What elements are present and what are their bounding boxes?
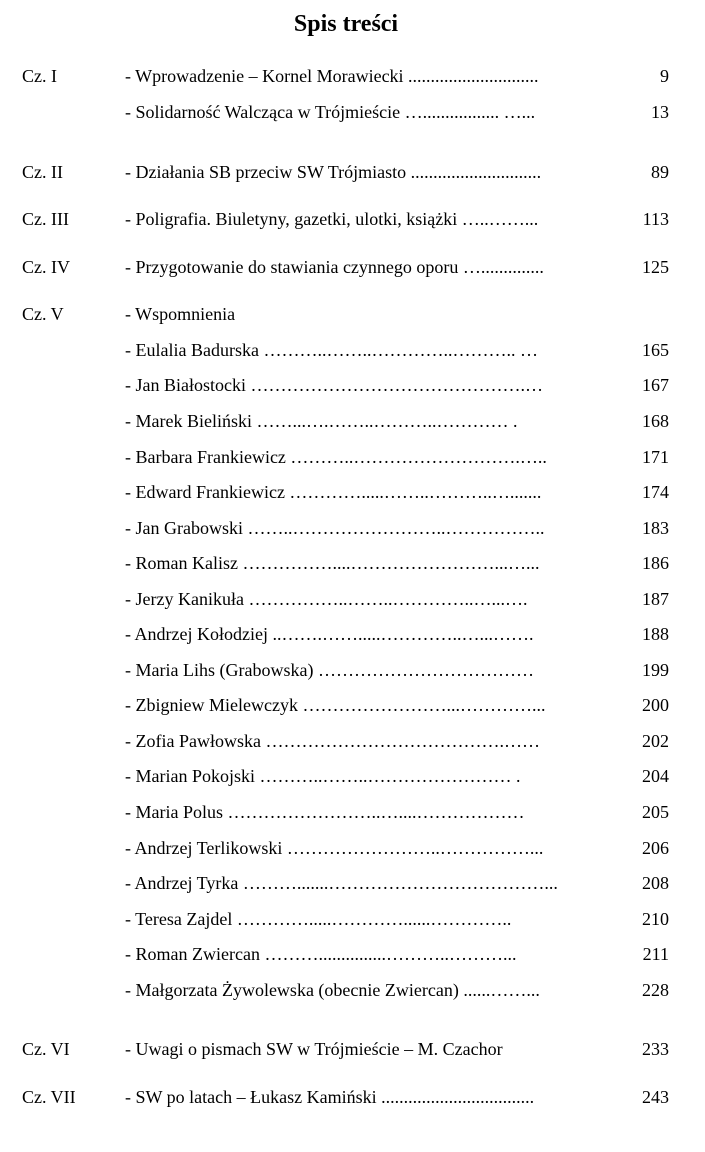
- entry-text: - SW po latach – Łukasz Kamiński ..................................: [125, 1087, 535, 1107]
- toc-row: [0, 338, 705, 362]
- page-number: 171: [642, 447, 669, 467]
- entry-text: - Poligrafia. Biuletyny, gazetki, ulotki, książki …..……...: [125, 209, 539, 229]
- entry-text: - Wprowadzenie – Kornel Morawiecki .............................: [125, 66, 539, 86]
- toc-row: [0, 871, 705, 895]
- toc-row: [0, 693, 705, 717]
- page-number: 187: [642, 589, 669, 609]
- entry-text: - Jan Białostocki ……………………………………….…: [125, 375, 543, 395]
- part-label: Cz. II: [22, 162, 63, 182]
- toc-row: [0, 800, 705, 824]
- toc-row: [0, 978, 705, 1002]
- page-number: 204: [642, 766, 669, 786]
- part-label: Cz. IV: [22, 257, 70, 277]
- page-number: 200: [642, 695, 669, 715]
- page-number: 228: [642, 980, 669, 1000]
- toc-row: [0, 64, 705, 88]
- entry-text: - Małgorzata Żywolewska (obecnie Zwiercan) ......……...: [125, 980, 540, 1000]
- entry-text: - Zbigniew Mielewczyk ……………………...…………...: [125, 695, 546, 715]
- entry-text: - Andrzej Terlikowski ……………………..……………...: [125, 838, 544, 858]
- entry-text: - Andrzej Tyrka ……….......………………………………...: [125, 873, 558, 893]
- page-number: 211: [642, 944, 669, 964]
- entry-text: - Wspomnienia: [125, 304, 236, 324]
- page-number: 89: [651, 162, 669, 182]
- entry-text: - Edward Frankiewicz ………….....……..………..….......: [125, 482, 542, 502]
- toc-row: [0, 658, 705, 682]
- part-label: Cz. I: [22, 66, 57, 86]
- toc-row: [0, 100, 705, 124]
- entry-text: - Przygotowanie do stawiania czynnego oporu …..............: [125, 257, 544, 277]
- entry-text: - Andrzej Kołodziej ..…….…….....…………..…...…….: [125, 624, 534, 644]
- toc-row: [0, 942, 705, 966]
- entry-text: - Marek Bieliński ……...….……..………..………… .: [125, 411, 518, 431]
- toc-row: [0, 160, 705, 184]
- toc-row: [0, 409, 705, 433]
- page-number: 183: [642, 518, 669, 538]
- page-number: 210: [642, 909, 669, 929]
- toc-row: [0, 207, 705, 231]
- toc-row: [0, 764, 705, 788]
- toc-row: [0, 516, 705, 540]
- part-label: Cz. V: [22, 304, 64, 324]
- page-number: 174: [642, 482, 669, 502]
- page-number: 186: [642, 553, 669, 573]
- entry-text: - Eulalia Badurska ………..……..…………..……….. …: [125, 340, 538, 360]
- page-number: 167: [642, 375, 669, 395]
- toc-row: [0, 373, 705, 397]
- toc-row: [0, 836, 705, 860]
- toc-row: [0, 551, 705, 575]
- entry-text: - Zofia Pawłowska ………………………………….……: [125, 731, 540, 751]
- toc-row: [0, 587, 705, 611]
- page-number: 13: [651, 102, 669, 122]
- toc-row: [0, 729, 705, 753]
- toc-row: [0, 907, 705, 931]
- toc-row: [0, 302, 705, 326]
- toc-row: [0, 622, 705, 646]
- page-number: 202: [642, 731, 669, 751]
- entry-text: - Maria Polus ……………………..…....………………: [125, 802, 525, 822]
- part-label: Cz. III: [22, 209, 69, 229]
- entry-text: - Marian Pokojski ………..……..…………………… .: [125, 766, 521, 786]
- toc-row: [0, 445, 705, 469]
- page-number: 206: [642, 838, 669, 858]
- toc-title: Spis treści: [293, 11, 399, 37]
- page-number: 188: [642, 624, 669, 644]
- entry-text: - Teresa Zajdel ………….....…………......…………..: [125, 909, 512, 929]
- page-number: 205: [642, 802, 669, 822]
- toc-row: [0, 480, 705, 504]
- toc-row: [0, 1037, 705, 1061]
- page-number: 113: [642, 209, 669, 229]
- page-number: 168: [642, 411, 669, 431]
- entry-text: - Uwagi o pismach SW w Trójmieście – M. Czachor: [125, 1039, 503, 1059]
- part-label: Cz. VI: [22, 1039, 70, 1059]
- entry-text: - Barbara Frankiewicz ………..……………………….…..: [125, 447, 547, 467]
- page-number: 233: [642, 1039, 669, 1059]
- page-number: 199: [642, 660, 669, 680]
- entry-text: - Solidarność Walcząca w Trójmieście …................. …...: [125, 102, 536, 122]
- page-number: 165: [642, 340, 669, 360]
- toc-row: [0, 255, 705, 279]
- page-number: 208: [642, 873, 669, 893]
- page-number: 125: [642, 257, 669, 277]
- entry-text: - Roman Zwiercan ………...............………..………...: [125, 944, 517, 964]
- entry-text: - Maria Lihs (Grabowska) ………………………………: [125, 660, 534, 680]
- entry-text: - Działania SB przeciw SW Trójmiasto .............................: [125, 162, 542, 182]
- entry-text: - Jerzy Kanikuła ……………..……..…………..…...….: [125, 589, 528, 609]
- page-number: 9: [660, 66, 669, 86]
- part-label: Cz. VII: [22, 1087, 76, 1107]
- entry-text: - Roman Kalisz ……………....……………………...…...: [125, 553, 540, 573]
- toc-row: [0, 1085, 705, 1109]
- entry-text: - Jan Grabowski ……..……………………..……………..: [125, 518, 545, 538]
- page-number: 243: [642, 1087, 669, 1107]
